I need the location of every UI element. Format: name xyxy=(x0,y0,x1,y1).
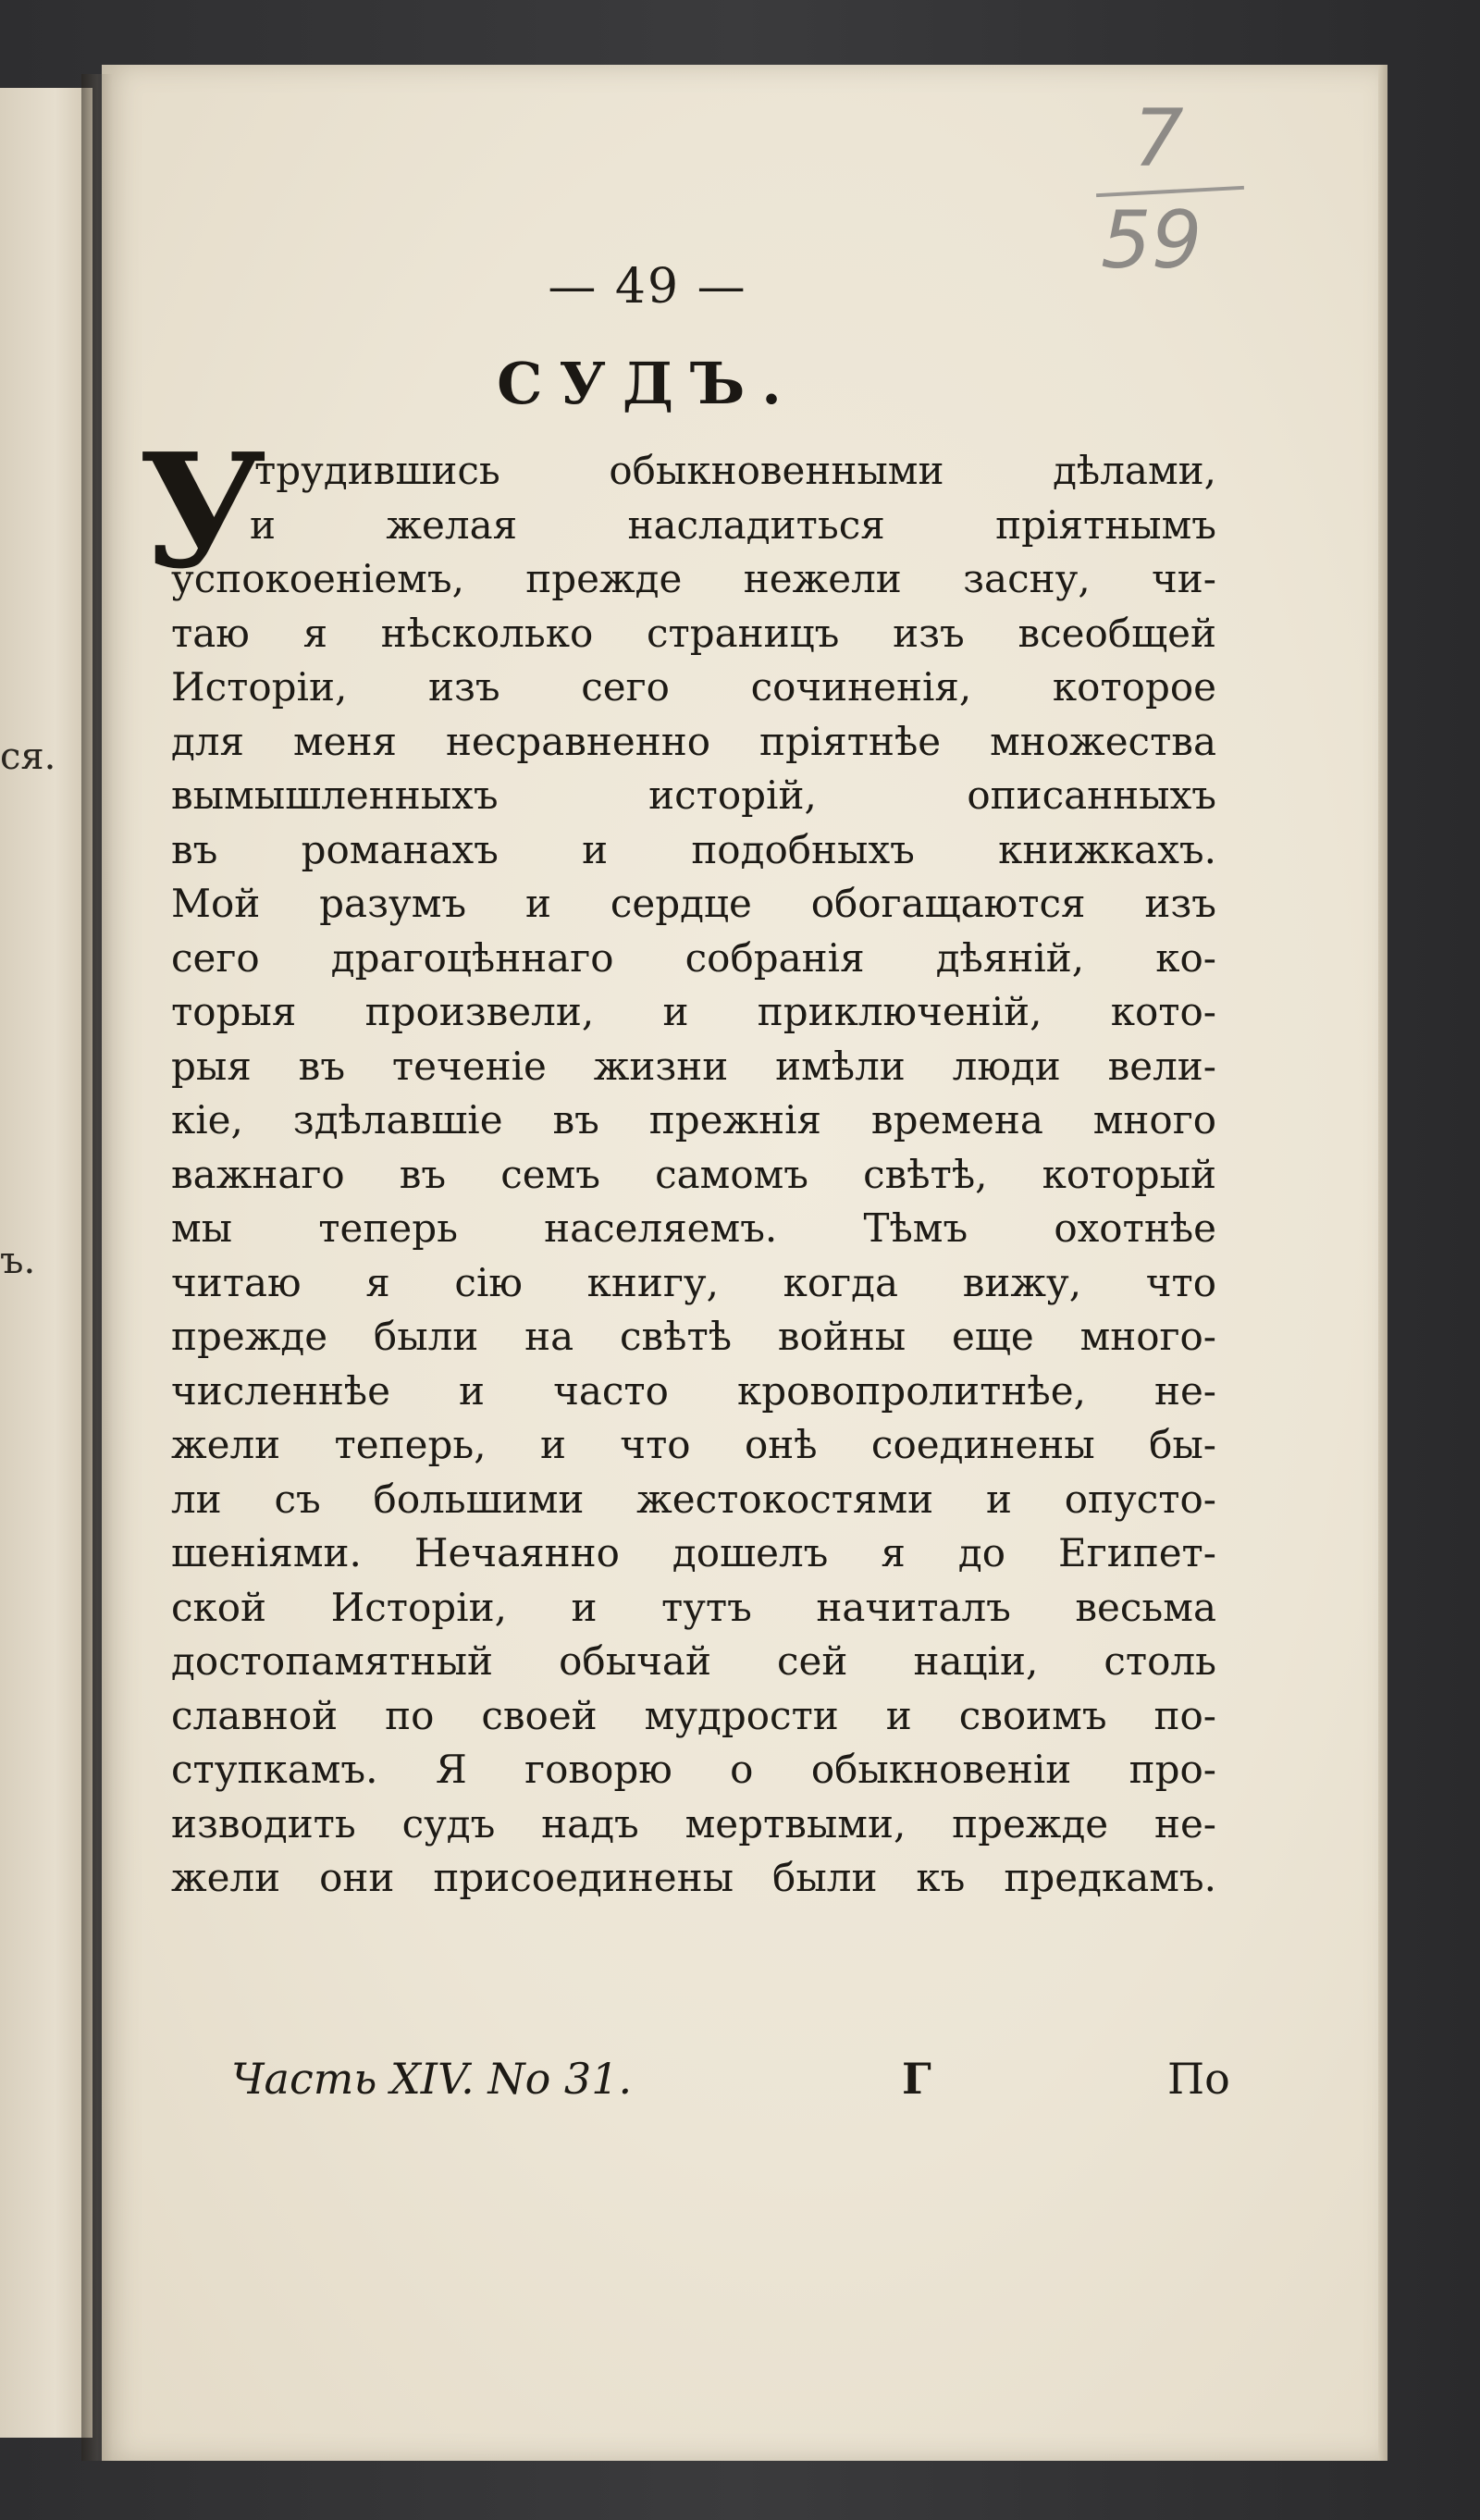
text-line: и желая насладиться пріятнымъ xyxy=(250,501,1216,548)
text-line: для меня несравненно пріятнѣе множества xyxy=(171,718,1216,764)
sheet-mark: Г xyxy=(902,2054,931,2104)
library-mark-bottom: 59 xyxy=(1101,194,1202,287)
text-line: читаю я сію книгу, когда вижу, что xyxy=(171,1259,1216,1305)
text-line: шеніями. Нечаянно дошелъ я до Египет- xyxy=(171,1530,1216,1575)
text-line: мы теперь населяемъ. Тѣмъ охотнѣе xyxy=(171,1205,1216,1251)
text-line: прежде были на свѣтѣ войны еще много- xyxy=(171,1314,1216,1359)
text-line: важнаго въ семъ самомъ свѣтѣ, который xyxy=(171,1151,1216,1197)
signature-mark: Часть XIV. No 31. xyxy=(231,2054,633,2104)
text-line: славной по своей мудрости и своимъ по- xyxy=(171,1692,1216,1738)
text-line: жели они присоединены были къ предкамъ. xyxy=(171,1855,1216,1900)
text-line: рыя въ теченіе жизни имѣли люди вели- xyxy=(171,1043,1216,1089)
text-line: Мой разумъ и сердце обогащаются изъ xyxy=(171,881,1216,926)
text-line: въ романахъ и подобныхъ книжкахъ. xyxy=(171,826,1216,872)
text-line: жели теперь, и что онѣ соединены бы- xyxy=(171,1422,1216,1467)
text-line: изводить судъ надъ мертвыми, прежде не- xyxy=(171,1800,1216,1847)
text-line: успокоеніемъ, прежде нежели засну, чи- xyxy=(171,556,1216,601)
drop-cap: У xyxy=(139,419,266,604)
text-line: Исторіи, изъ сего сочиненія, которое xyxy=(171,664,1216,710)
previous-page-fragment: ся. xyxy=(0,735,56,778)
text-line: кіе, здѣлавшіе въ прежнія времена много xyxy=(171,1097,1216,1143)
page-number: — 49 — xyxy=(548,259,747,315)
catchword: По xyxy=(1167,2054,1230,2104)
text-line: вымышленныхъ исторій, описанныхъ xyxy=(171,772,1216,818)
text-line: ской Исторіи, и тутъ начиталъ весьма xyxy=(171,1584,1216,1630)
article-title: СУДЪ. xyxy=(497,350,798,417)
library-mark-top: 7 xyxy=(1133,93,1184,185)
text-line: достопамятный обычай сей націи, столь xyxy=(171,1638,1216,1684)
text-line: сего драгоцѣннаго собранія дѣяній, ко- xyxy=(171,934,1216,981)
text-line: ли съ большими жестокостями и опусто- xyxy=(171,1476,1216,1522)
text-line: численнѣе и часто кровопролитнѣе, не- xyxy=(171,1367,1216,1414)
text-line: трудившись обыкновенными дѣлами, xyxy=(254,448,1216,493)
previous-page-edge xyxy=(0,88,92,2438)
page-edge xyxy=(1378,65,1388,2461)
text-line: таю я нѣсколько страницъ изъ всеобщей xyxy=(171,610,1216,656)
book-gutter-shadow xyxy=(81,74,113,2461)
text-line: торыя произвели, и приключеній, кото- xyxy=(171,989,1216,1034)
text-line: ступкамъ. Я говорю о обыкновеніи про- xyxy=(171,1747,1216,1792)
previous-page-fragment: ъ. xyxy=(0,1240,36,1282)
